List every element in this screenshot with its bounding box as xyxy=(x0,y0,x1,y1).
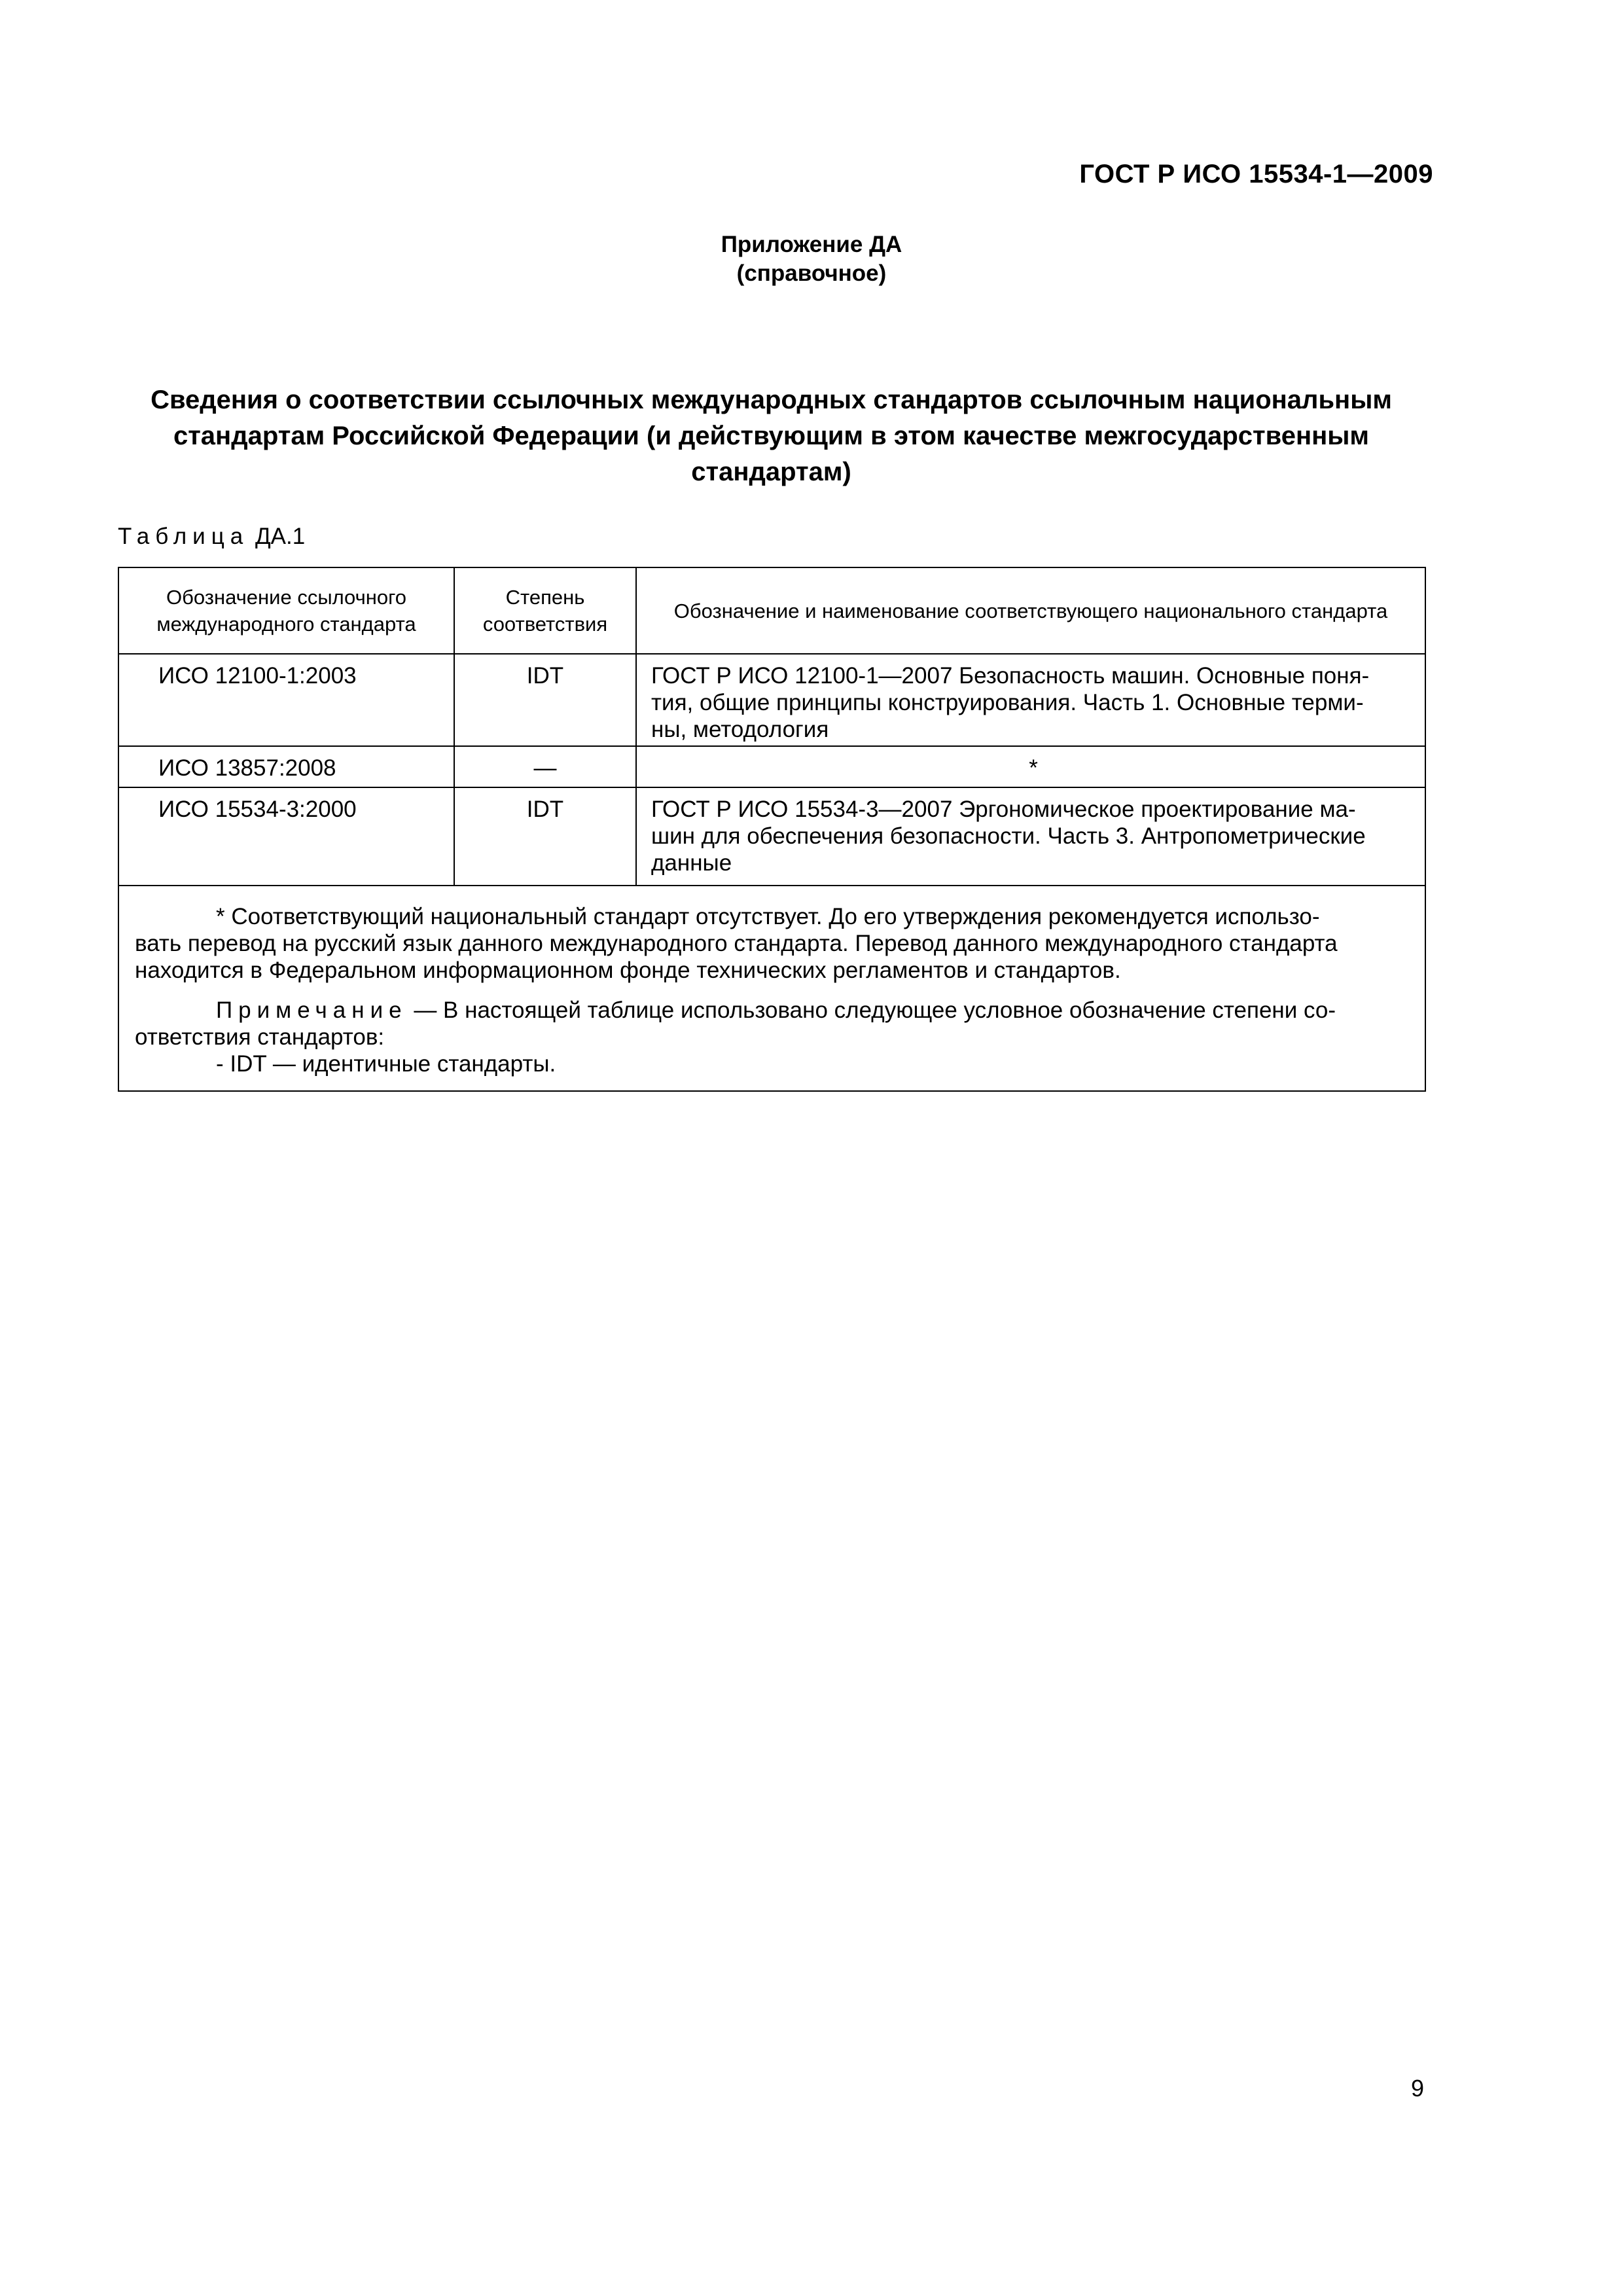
annex-title-line: стандартам Российской Федерации (и действующим в этом качестве межгосударственным xyxy=(173,422,1370,450)
table-notes xyxy=(118,886,1425,1091)
footnote-line: находится в Федеральном информационном фонде технических регламентов и стандартов. xyxy=(135,958,1121,983)
cell-line: ГОСТ Р ИСО 12100-1—2007 Безопасность машин. Основные поня- xyxy=(651,663,1370,689)
cell-national xyxy=(636,746,1425,787)
page-number: 9 xyxy=(1410,2075,1424,2102)
note-line: ответствия стандартов: xyxy=(135,1024,385,1050)
header-degree xyxy=(454,567,636,654)
cell-line: шин для обеспечения безопасности. Часть 3. Антропометрические xyxy=(651,823,1366,849)
annex-heading xyxy=(0,230,1623,288)
cell-degree: — xyxy=(454,746,636,787)
note-text: — В настоящей таблице использовано следующее условное обозначение степени со- xyxy=(407,997,1336,1023)
note-line xyxy=(135,997,1409,1024)
cell-line: ны, методология xyxy=(651,717,829,742)
cell-international: ИСО 12100-1:2003 xyxy=(118,654,454,746)
cell-line: данные xyxy=(651,850,732,876)
table-caption xyxy=(118,524,305,550)
table-row xyxy=(118,746,1425,787)
cell-line: ГОСТ Р ИСО 15534-3—2007 Эргономическое проектирование ма- xyxy=(651,797,1356,822)
table-caption-number: ДА.1 xyxy=(255,524,306,549)
footnote-line: * Соответствующий национальный стандарт отсутствует. До его утверждения рекомендуется использо- xyxy=(216,904,1320,929)
cell-national xyxy=(636,787,1425,886)
header-line: международного стандарта xyxy=(156,613,416,636)
document-header-standard-id: ГОСТ Р ИСО 15534-1—2009 xyxy=(1079,160,1433,188)
header-line: Обозначение ссылочного xyxy=(166,586,406,609)
note-item: - IDT — идентичные стандарты. xyxy=(216,1051,556,1077)
footnote-line: вать перевод на русский язык данного международного стандарта. Перевод данного международного стандарта xyxy=(135,931,1338,956)
header-line: Степень xyxy=(505,586,585,609)
annex-label: Приложение ДА xyxy=(721,232,902,257)
annex-title xyxy=(118,382,1425,490)
note-label: Примечание xyxy=(216,997,408,1023)
cell-international: ИСО 13857:2008 xyxy=(118,746,454,787)
annex-title-line: Сведения о соответствии ссылочных международных стандартов ссылочным национальным xyxy=(151,386,1392,414)
cell-degree: IDT xyxy=(454,654,636,746)
table-notes-row xyxy=(118,886,1425,1091)
table-row xyxy=(118,787,1425,886)
table-row xyxy=(118,654,1425,746)
header-line: соответствия xyxy=(482,613,608,636)
table-caption-word: Таблица xyxy=(118,524,249,549)
correspondence-table xyxy=(118,567,1426,1092)
header-national-standard: Обозначение и наименование соответствующего национального стандарта xyxy=(636,567,1425,654)
cell-international: ИСО 15534-3:2000 xyxy=(118,787,454,886)
cell-national xyxy=(636,654,1425,746)
annex-type: (справочное) xyxy=(736,260,887,286)
cell-degree: IDT xyxy=(454,787,636,886)
cell-line: тия, общие принципы конструирования. Часть 1. Основные терми- xyxy=(651,690,1364,715)
table-header-row xyxy=(118,567,1425,654)
header-international-standard xyxy=(118,567,454,654)
cell-line: * xyxy=(1029,755,1038,781)
annex-title-line: стандартам) xyxy=(691,457,851,486)
